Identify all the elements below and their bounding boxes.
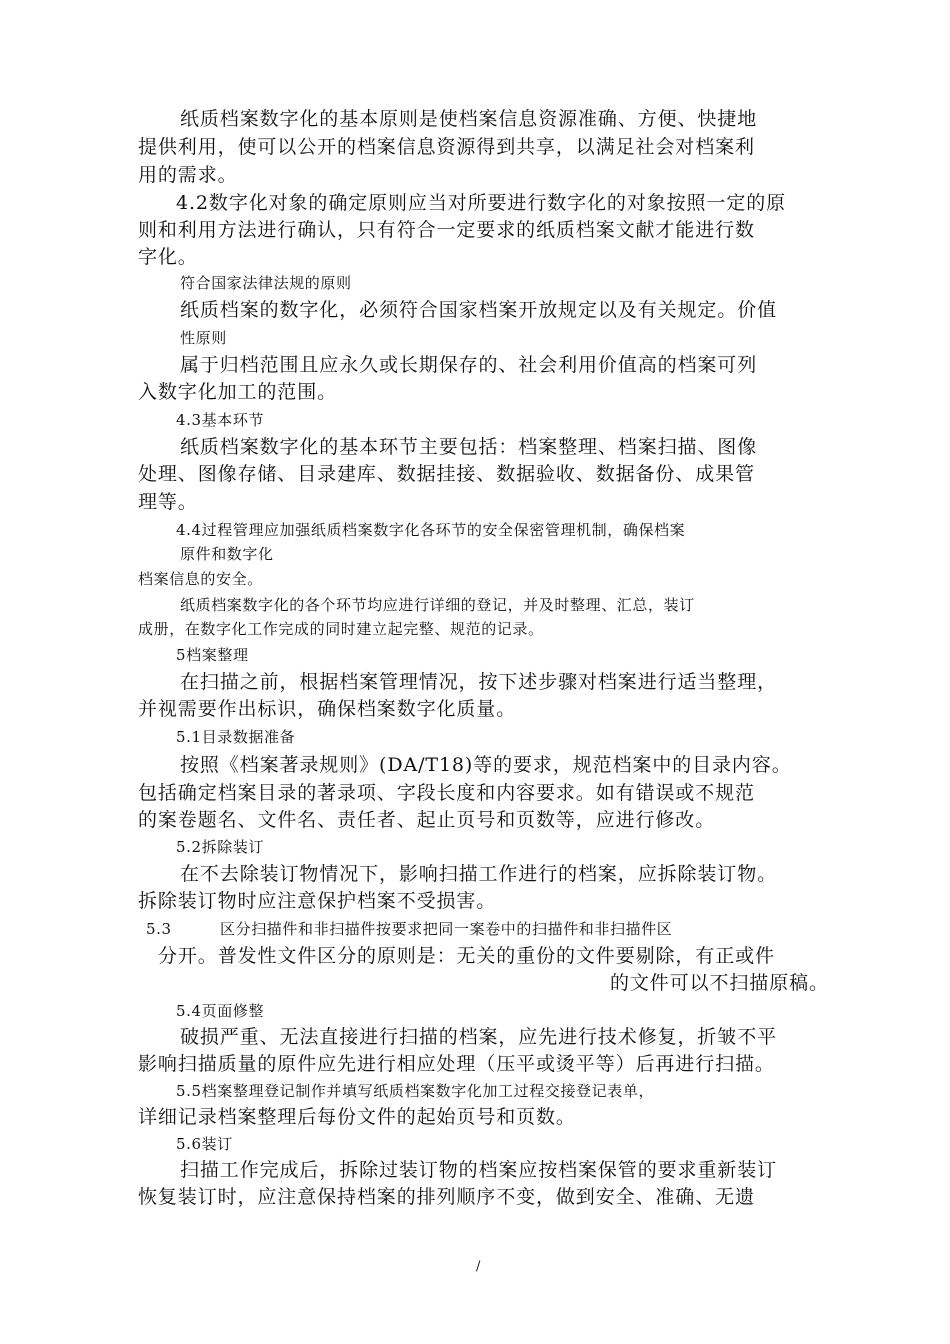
section-number: 5.3	[146, 920, 172, 938]
text-line: 处理、图像存储、目录建库、数据挂接、数据验收、数据备份、成果管	[138, 463, 755, 485]
text-line: 4.4过程管理应加强纸质档案数字化各环节的安全保密管理机制，确保档案	[176, 521, 686, 539]
section-heading: 性原则	[180, 329, 227, 347]
section-heading: 符合国家法律法规的原则	[180, 274, 352, 292]
text-line: 纸质档案数字化的各个环节均应进行详细的登记，并及时整理、汇总，装订	[180, 596, 695, 614]
text-line: 并视需要作出标识，确保档案数字化质量。	[138, 698, 517, 720]
text-line: 则和利用方法进行确认，只有符合一定要求的纸质档案文献才能进行数	[138, 219, 755, 241]
section-heading: 5.6装订	[176, 1135, 233, 1153]
text-line: 用的需求。	[138, 164, 238, 186]
text-line: 在不去除装订物情况下，影响扫描工作进行的档案，应拆除装订物。	[180, 863, 778, 885]
text-line: 包括确定档案目录的著录项、字段长度和内容要求。如有错误或不规范	[138, 782, 755, 804]
section-heading: 4.3基本环节	[176, 411, 265, 429]
text-line: 纸质档案数字化的基本原则是使档案信息资源准确、方便、快捷地	[180, 108, 758, 130]
text-line: 破损严重、无法直接进行扫描的档案，应先进行技术修复，折皱不平	[180, 1026, 778, 1048]
text-line: 5.5档案整理登记制作并填写纸质档案数字化加工过程交接登记表单，	[176, 1082, 655, 1100]
text-line: 拆除装订物时应注意保护档案不受损害。	[138, 890, 497, 912]
text-line: 按照《档案著录规则》(DA/T18)等的要求，规范档案中的目录内容。	[180, 754, 792, 776]
text-line: 的案卷题名、文件名、责任者、起止页号和页数等，应进行修改。	[138, 809, 716, 831]
text-line: 影响扫描质量的原件应先进行相应处理（压平或烫平等）后再进行扫描。	[138, 1053, 775, 1075]
text-line: 详细记录档案整理后每份文件的起始页号和页数。	[138, 1106, 576, 1128]
text-line: 4.2数字化对象的确定原则应当对所要进行数字化的对象按照一定的原	[176, 192, 787, 214]
text-line: 的文件可以不扫描原稿。	[610, 972, 829, 994]
text-line: 提供利用，使可以公开的档案信息资源得到共享，以满足社会对档案利	[138, 136, 755, 158]
text-line: 成册，在数字化工作完成的同时建立起完整、规范的记录。	[138, 620, 544, 638]
section-heading: 5.1目录数据准备	[176, 728, 296, 746]
text-line: 纸质档案数字化的基本环节主要包括：档案整理、档案扫描、图像	[180, 436, 758, 458]
text-line: 属于归档范围且应永久或长期保存的、社会利用价值高的档案可列	[180, 354, 758, 376]
text-line: 分开。普发性文件区分的原则是：无关的重份的文件要剔除，有正或件	[158, 945, 775, 967]
text-line: 纸质档案的数字化，必须符合国家档案开放规定以及有关规定。价值	[180, 299, 778, 321]
text-line: 入数字化加工的范围。	[138, 381, 338, 403]
section-heading: 5.4页面修整	[176, 1002, 265, 1020]
text-line: 理等。	[138, 491, 198, 513]
text-line: 档案信息的安全。	[138, 570, 263, 588]
text-line: 原件和数字化	[180, 545, 274, 563]
text-line: 恢复装订时，应注意保持档案的排列顺序不变，做到安全、准确、无遗	[138, 1186, 755, 1208]
text-line: 区分扫描件和非扫描件按要求把同一案卷中的扫描件和非扫描件区	[220, 920, 673, 938]
page-footer-mark: /	[476, 1259, 481, 1274]
section-heading: 5.2拆除装订	[176, 838, 265, 856]
text-line: 在扫描之前，根据档案管理情况，按下述步骤对档案进行适当整理，	[180, 671, 778, 693]
text-line: 字化。	[138, 246, 198, 268]
section-heading: 5档案整理	[176, 646, 249, 664]
text-line: 扫描工作完成后，拆除过装订物的档案应按档案保管的要求重新装订	[180, 1159, 778, 1181]
